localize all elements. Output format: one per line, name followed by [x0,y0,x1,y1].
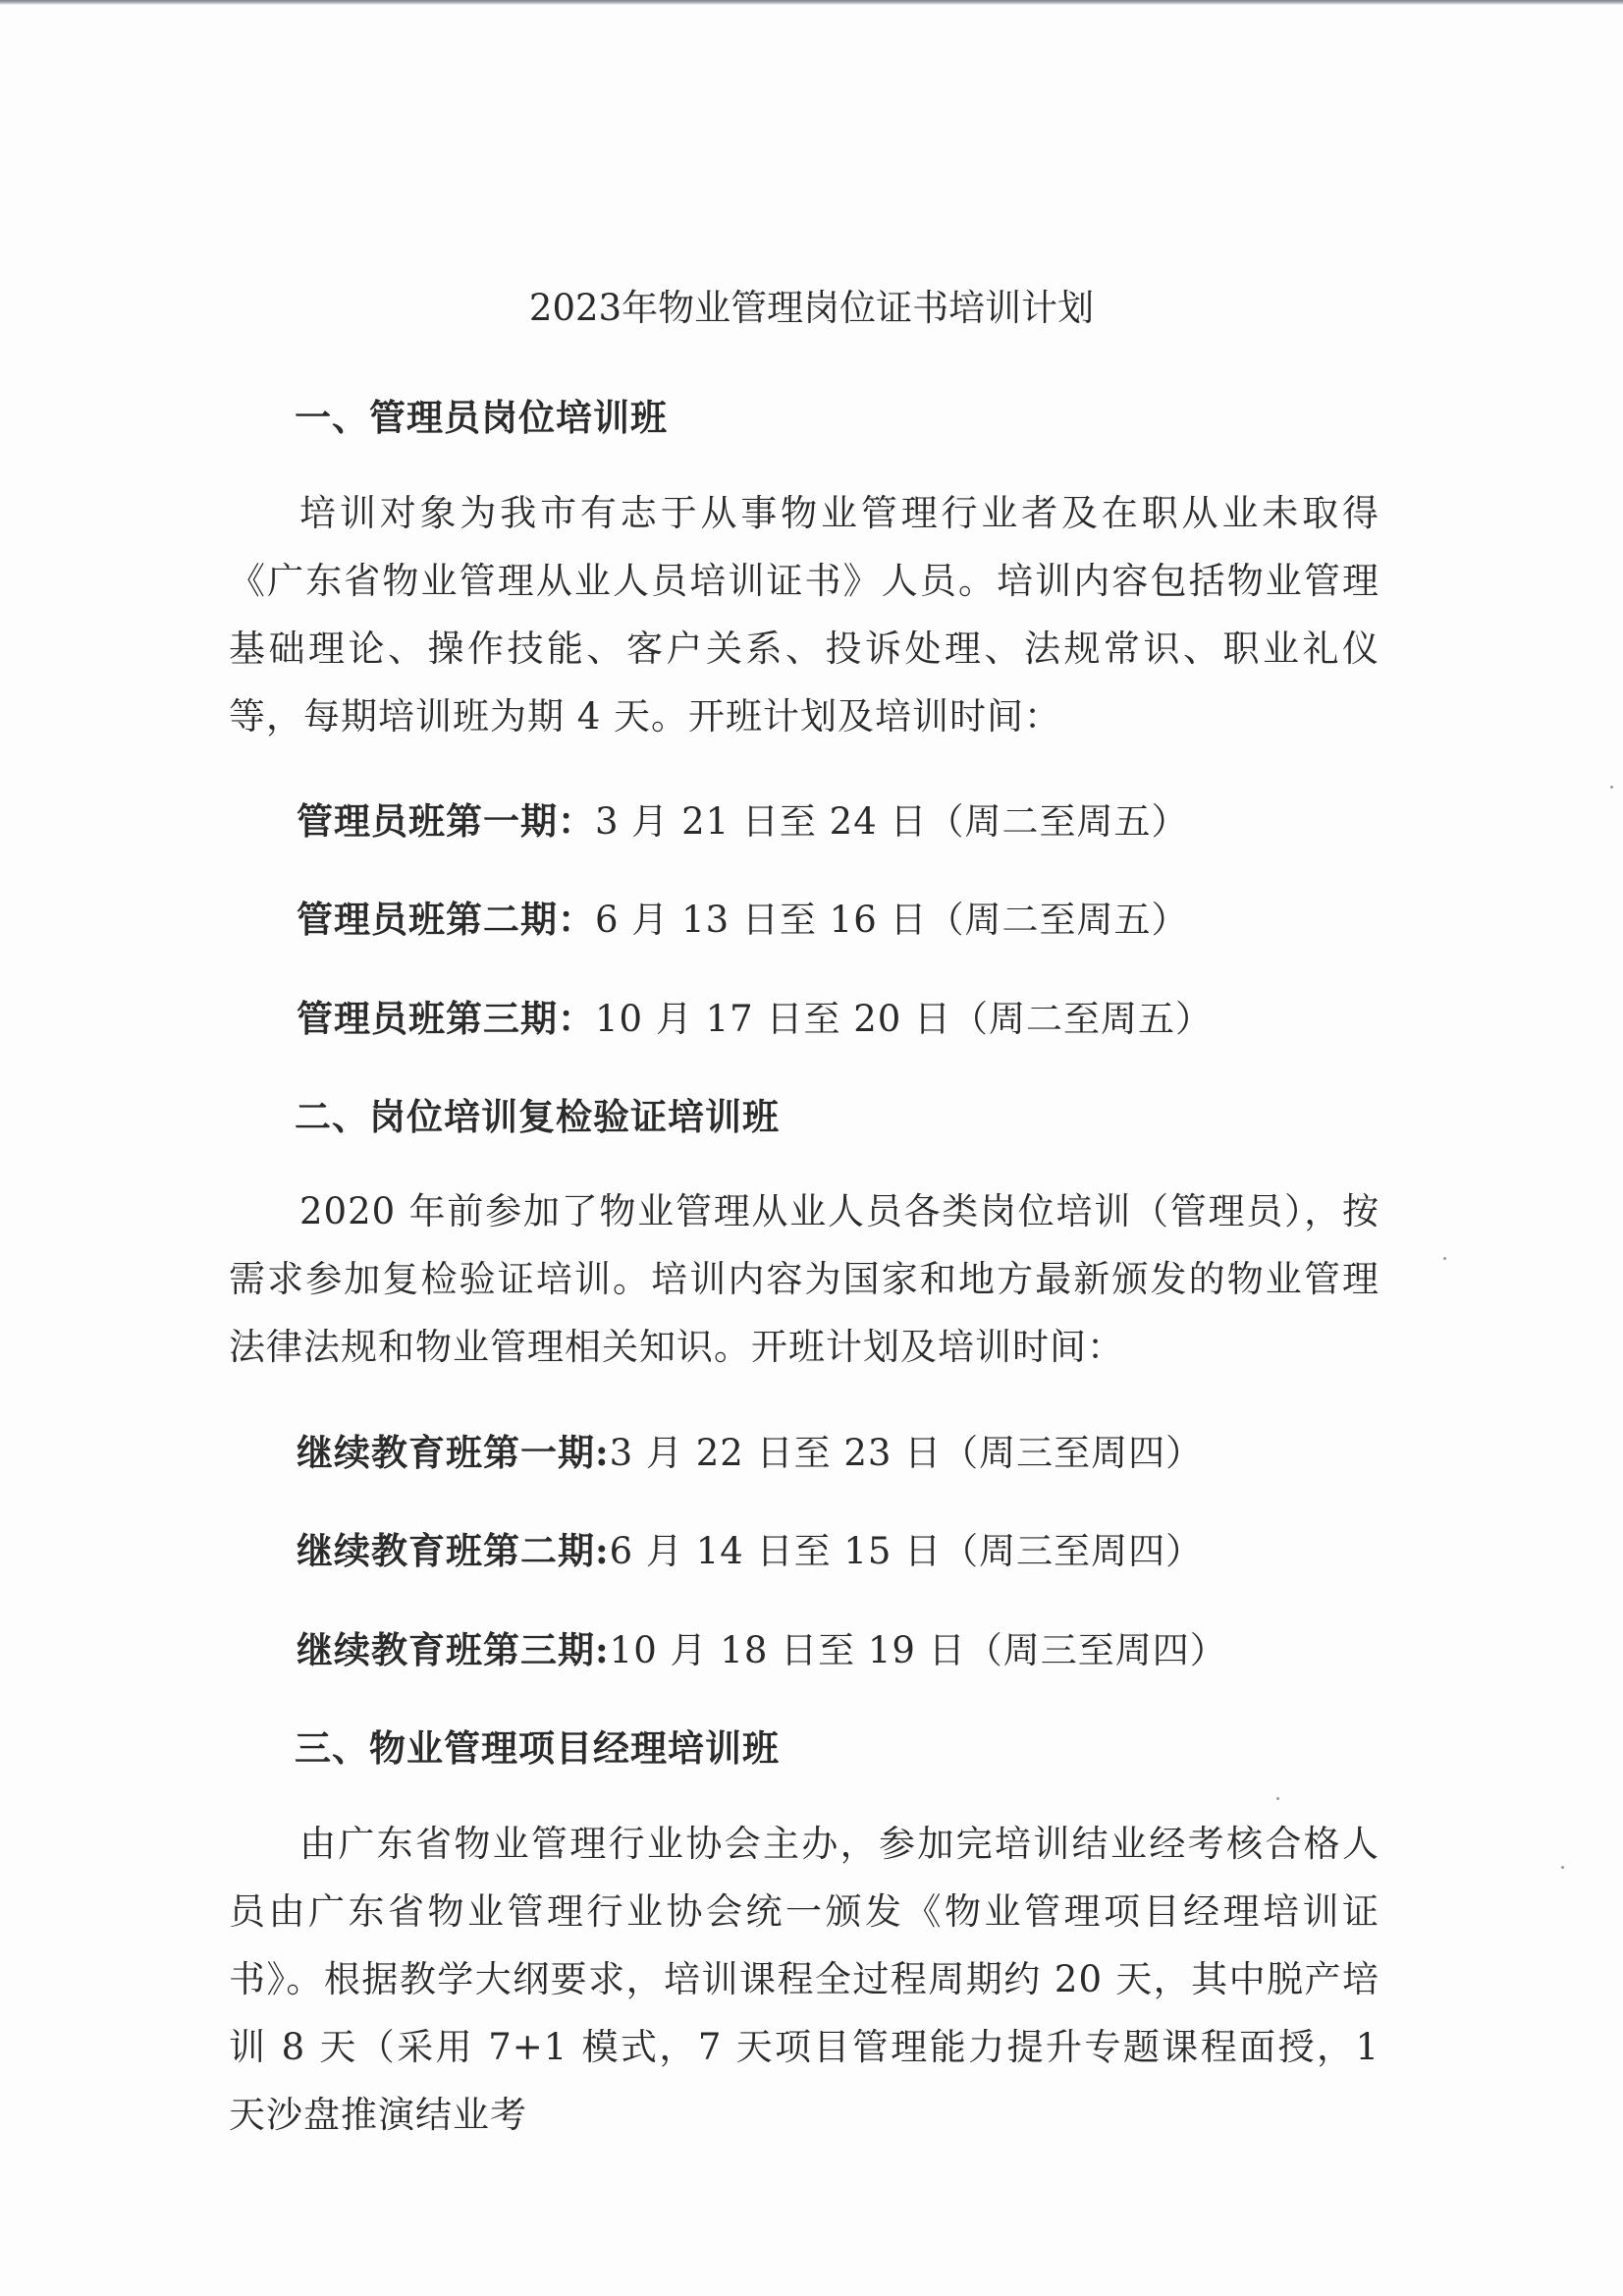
session-value: 3 月 21 日至 24 日（周二至周五） [595,800,1189,843]
section2-heading: 二、岗位培训复检验证培训班 [295,1095,780,1138]
scan-speck [1276,1797,1279,1800]
scan-speck [1561,1866,1564,1869]
section1-heading: 一、管理员岗位培训班 [295,396,668,439]
session-value: 3 月 22 日至 23 日（周三至周四） [609,1432,1204,1474]
section1-session-1 [297,792,1189,845]
document-title: 2023年物业管理岗位证书培训计划 [528,287,1095,329]
section2-session-1 [297,1423,1203,1476]
scan-edge [0,0,1623,5]
section1-session-2 [297,890,1189,943]
section2-session-3 [297,1620,1227,1673]
session-value: 6 月 13 日至 16 日（周二至周五） [595,899,1189,941]
scan-speck [1443,1257,1446,1260]
session-label: 管理员班第二期： [297,898,595,941]
session-label: 继续教育班第二期: [297,1529,610,1572]
section1-paragraph: 培训对象为我市有志于从事物业管理行业者及在职从业未取得《广东省物业管理从业人员培训证书》人员。培训内容包括物业管理基础理论、操作技能、客户关系、投诉处理、法规常识、职业礼仪等，每期培训班为期 4 天。开班计划及培训时间： [229,492,1380,738]
session-value: 10 月 18 日至 19 日（周三至周四） [609,1629,1227,1671]
session-label: 管理员班第三期： [297,997,595,1040]
session-value: 6 月 14 日至 15 日（周三至周四） [609,1530,1204,1572]
section2-session-2 [297,1521,1203,1574]
section1-session-3 [297,989,1213,1042]
session-label: 继续教育班第一期: [297,1431,610,1474]
scan-speck [1610,786,1613,789]
session-value: 10 月 17 日至 20 日（周二至周五） [595,998,1214,1040]
session-label: 管理员班第一期： [297,799,595,843]
section3-paragraph: 由广东省物业管理行业协会主办，参加完培训结业经考核合格人员由广东省物业管理行业协会统一颁发《物业管理项目经理培训证书》。根据教学大纲要求，培训课程全过程周期约 20 天，其中脱产培训 8 天（采用 7+1 模式，7 天项目管理能力提升专题课程面授，1 天沙盘推演结业考 [229,1823,1380,2136]
section2-paragraph: 2020 年前参加了物业管理从业人员各类岗位培训（管理员），按需求参加复检验证培训。培训内容为国家和地方最新颁发的物业管理法律法规和物业管理相关知识。开班计划及培训时间： [229,1190,1380,1368]
section3-heading: 三、物业管理项目经理培训班 [295,1726,780,1770]
session-label: 继续教育班第三期: [297,1628,610,1671]
